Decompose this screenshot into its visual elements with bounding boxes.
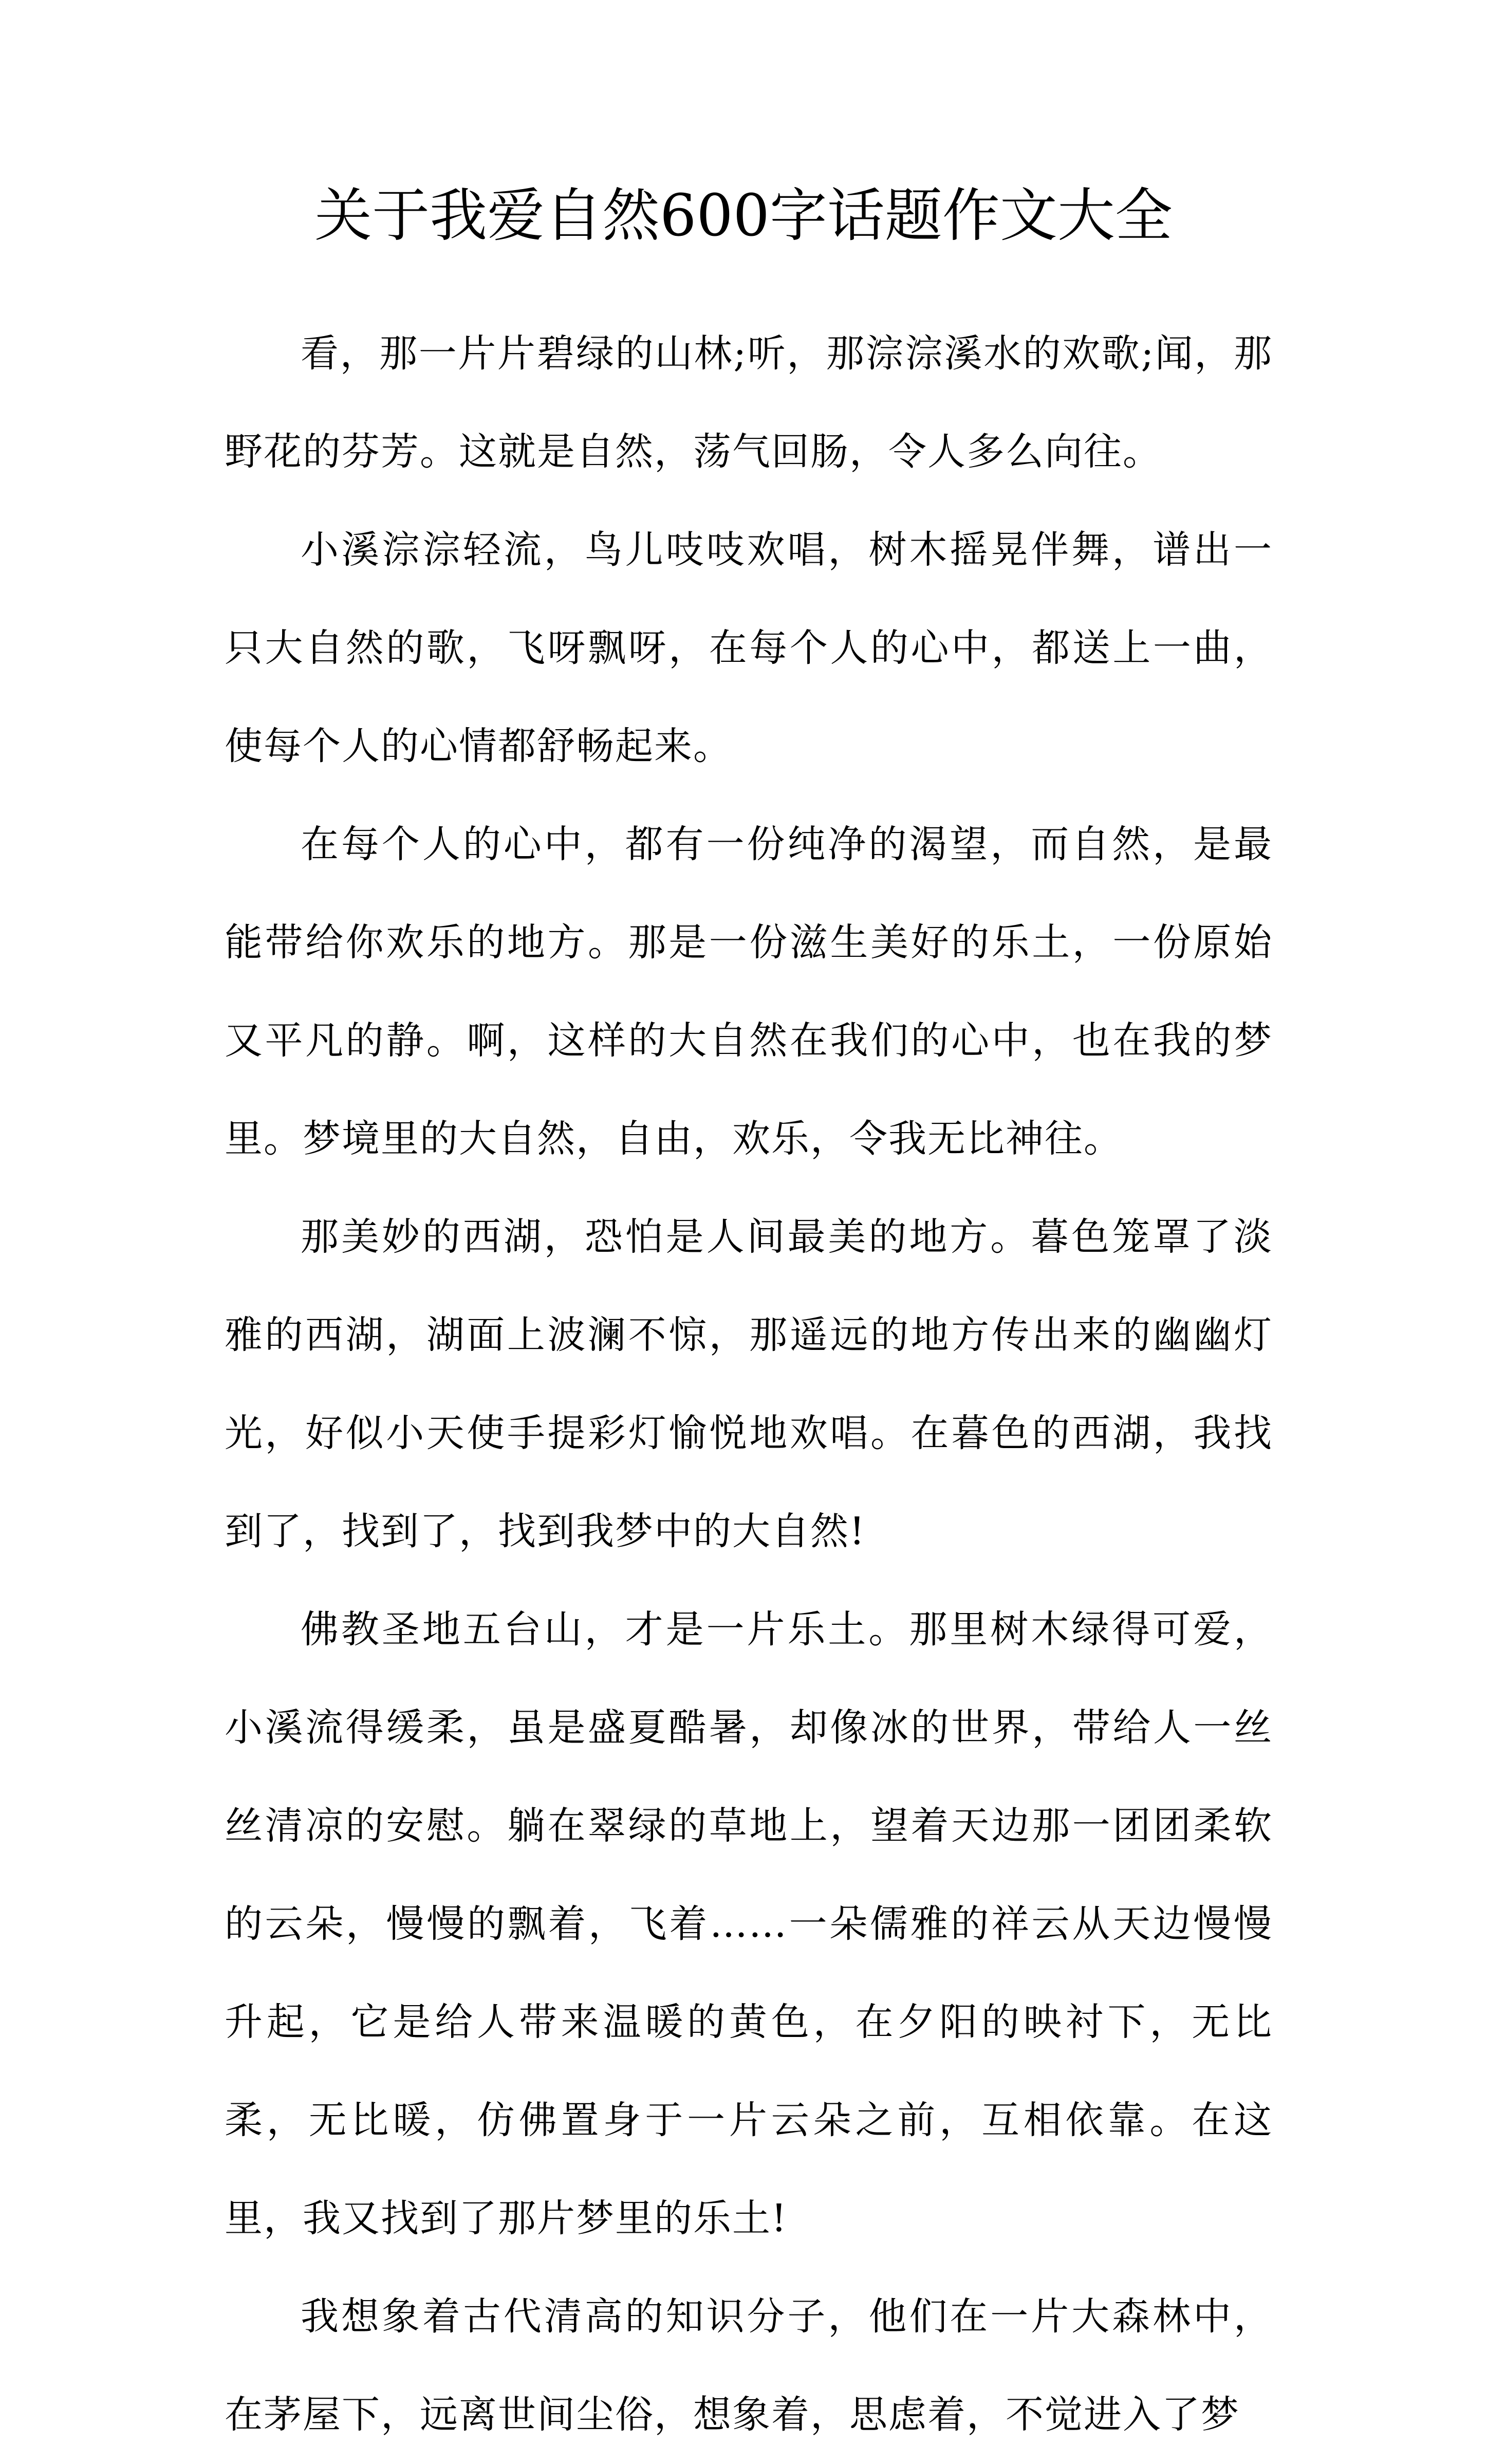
paragraph: 那美妙的西湖，恐怕是人间最美的地方。暮色笼罩了淡雅的西湖，湖面上波澜不惊，那遥远的地方传出来的幽幽灯光，好似小天使手提彩灯愉悦地欢唱。在暮色的西湖，我找到了，找到了，找到我梦中的大自然! (225, 1215, 1273, 1553)
paragraph: 小溪淙淙轻流，鸟儿吱吱欢唱，树木摇晃伴舞，谱出一只大自然的歌，飞呀飘呀，在每个人的心中，都送上一曲，使每个人的心情都舒畅起来。 (225, 528, 1273, 768)
paragraph: 在每个人的心中，都有一份纯净的渴望，而自然，是最能带给你欢乐的地方。那是一份滋生美好的乐土，一份原始又平凡的静。啊，这样的大自然在我们的心中，也在我的梦里。梦境里的大自然，自由，欢乐，令我无比神往。 (225, 822, 1273, 1161)
paragraph: 看，那一片片碧绿的山林;听，那淙淙溪水的欢歌;闻，那野花的芬芳。这就是自然，荡气回肠，令人多么向往。 (225, 331, 1273, 474)
paragraph: 佛教圣地五台山，才是一片乐土。那里树木绿得可爱，小溪流得缓柔，虽是盛夏酷暑，却像冰的世界，带给人一丝丝清凉的安慰。躺在翠绿的草地上，望着天边那一团团柔软的云朵，慢慢的飘着，飞着……一朵儒雅的祥云从天边慢慢升起，它是给人带来温暖的黄色，在夕阳的映衬下，无比柔，无比暖，仿佛置身于一片云朵之前，互相依靠。在这里，我又找到了那片梦里的乐土! (225, 1607, 1273, 2240)
document-body (225, 305, 1273, 2464)
document-title: 关于我爱自然600字话题作文大全 (314, 182, 1173, 249)
paragraph: 我想象着古代清高的知识分子，他们在一片大森林中，在茅屋下，远离世间尘俗，想象着，思虑着，不觉进入了梦 (225, 2294, 1273, 2437)
